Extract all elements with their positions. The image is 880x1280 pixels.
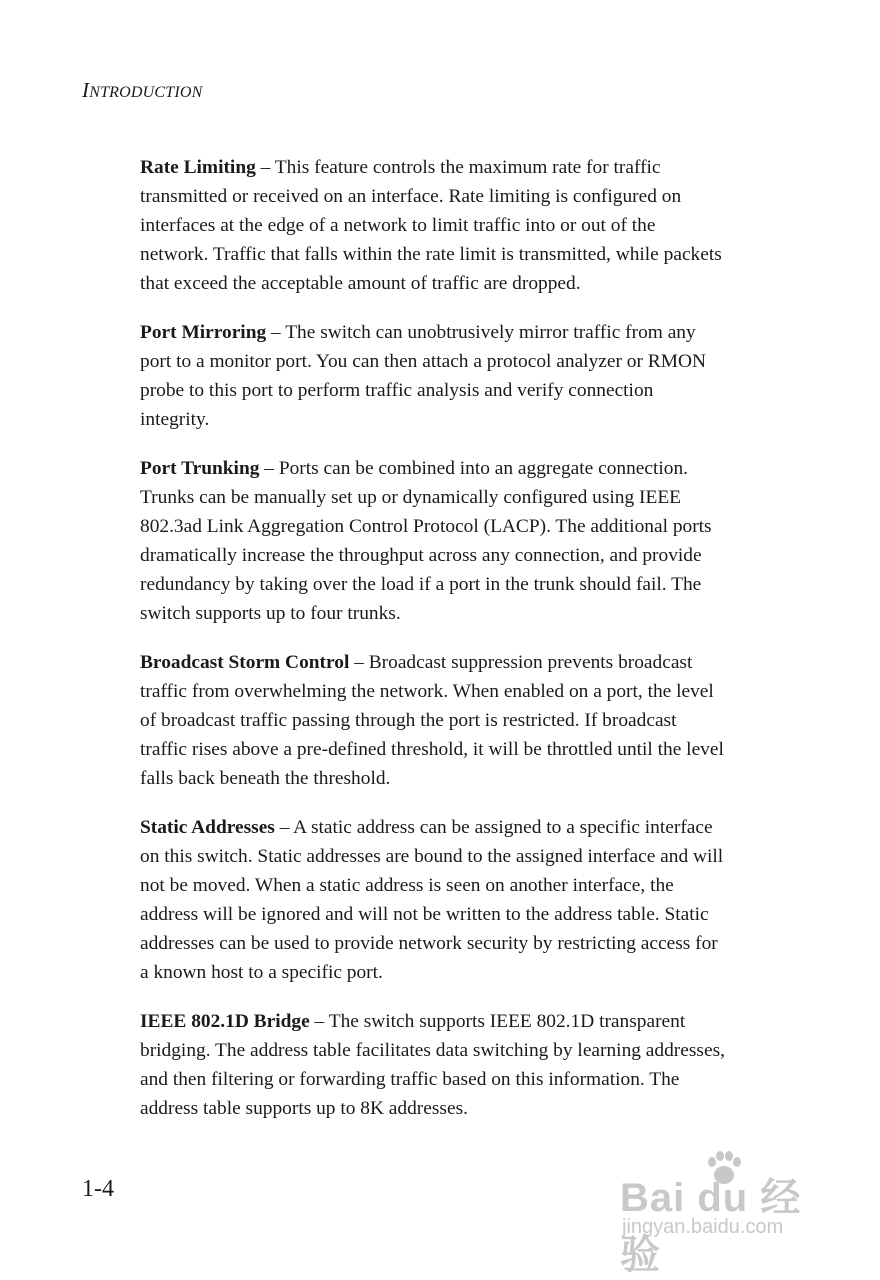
page-number: 1-4	[82, 1176, 114, 1202]
running-head	[82, 78, 203, 103]
line: – Ports can be combined into an aggregate connection.	[259, 458, 689, 479]
baidu-watermark	[612, 1148, 832, 1277]
line: and then filtering or forwarding traffic based on this information. The	[140, 1069, 680, 1090]
line: port to a monitor port. You can then attach a protocol analyzer or RMON	[140, 351, 706, 372]
line: switch supports up to four trunks.	[140, 603, 401, 624]
watermark-url: jingyan.baidu.com	[622, 1216, 784, 1238]
body-text	[140, 153, 780, 1143]
line: – A static address can be assigned to a specific interface	[274, 817, 713, 838]
paragraph-port-trunking	[140, 454, 780, 628]
line: – The switch supports IEEE 802.1D transparent	[309, 1011, 686, 1032]
running-head-initial: I	[82, 78, 90, 102]
term: Port Trunking	[140, 458, 260, 479]
paragraph-ieee-bridge	[140, 1007, 780, 1123]
line: not be moved. When a static address is seen on another interface, the	[140, 875, 674, 896]
line: on this switch. Static addresses are bound to the assigned interface and will	[140, 846, 724, 867]
paragraph-rate-limiting	[140, 153, 780, 298]
line: probe to this port to perform traffic analysis and verify connection	[140, 380, 654, 401]
paragraph-port-mirroring	[140, 318, 780, 434]
line: network. Traffic that falls within the rate limit is transmitted, while packets	[140, 244, 722, 265]
line: a known host to a specific port.	[140, 962, 383, 983]
line: traffic rises above a pre-defined threshold, it will be throttled until the level	[140, 739, 724, 760]
line: address table supports up to 8K addresses.	[140, 1098, 468, 1119]
line: interfaces at the edge of a network to limit traffic into or out of the	[140, 215, 656, 236]
line: falls back beneath the threshold.	[140, 768, 391, 789]
line: – Broadcast suppression prevents broadcast	[349, 652, 693, 673]
line: Trunks can be manually set up or dynamically configured using IEEE	[140, 487, 682, 508]
line: integrity.	[140, 409, 210, 430]
line: dramatically increase the throughput across any connection, and provide	[140, 545, 702, 566]
paragraph-static-addresses	[140, 813, 780, 987]
term: IEEE 802.1D Bridge	[140, 1011, 310, 1032]
line: redundancy by taking over the load if a port in the trunk should fail. The	[140, 574, 702, 595]
line: of broadcast traffic passing through the port is restricted. If broadcast	[140, 710, 677, 731]
line: transmitted or received on an interface. Rate limiting is configured on	[140, 186, 682, 207]
line: address will be ignored and will not be written to the address table. Static	[140, 904, 709, 925]
line: 802.3ad Link Aggregation Control Protocol (LACP). The additional ports	[140, 516, 712, 537]
line: that exceed the acceptable amount of traffic are dropped.	[140, 273, 581, 294]
line: addresses can be used to provide network security by restricting access for	[140, 933, 718, 954]
term: Port Mirroring	[140, 322, 267, 343]
line: – This feature controls the maximum rate for traffic	[255, 157, 661, 178]
paragraph-broadcast-storm-control	[140, 648, 780, 793]
line: traffic from overwhelming the network. When enabled on a port, the level	[140, 681, 714, 702]
line: – The switch can unobtrusively mirror traffic from any	[266, 322, 696, 343]
term: Broadcast Storm Control	[140, 652, 350, 673]
running-head-rest: NTRODUCTION	[89, 84, 203, 101]
watermark-logo-text: Bai du 经验	[620, 1176, 802, 1277]
term: Rate Limiting	[140, 157, 256, 178]
line: bridging. The address table facilitates data switching by learning addresses,	[140, 1040, 725, 1061]
term: Static Addresses	[140, 817, 275, 838]
